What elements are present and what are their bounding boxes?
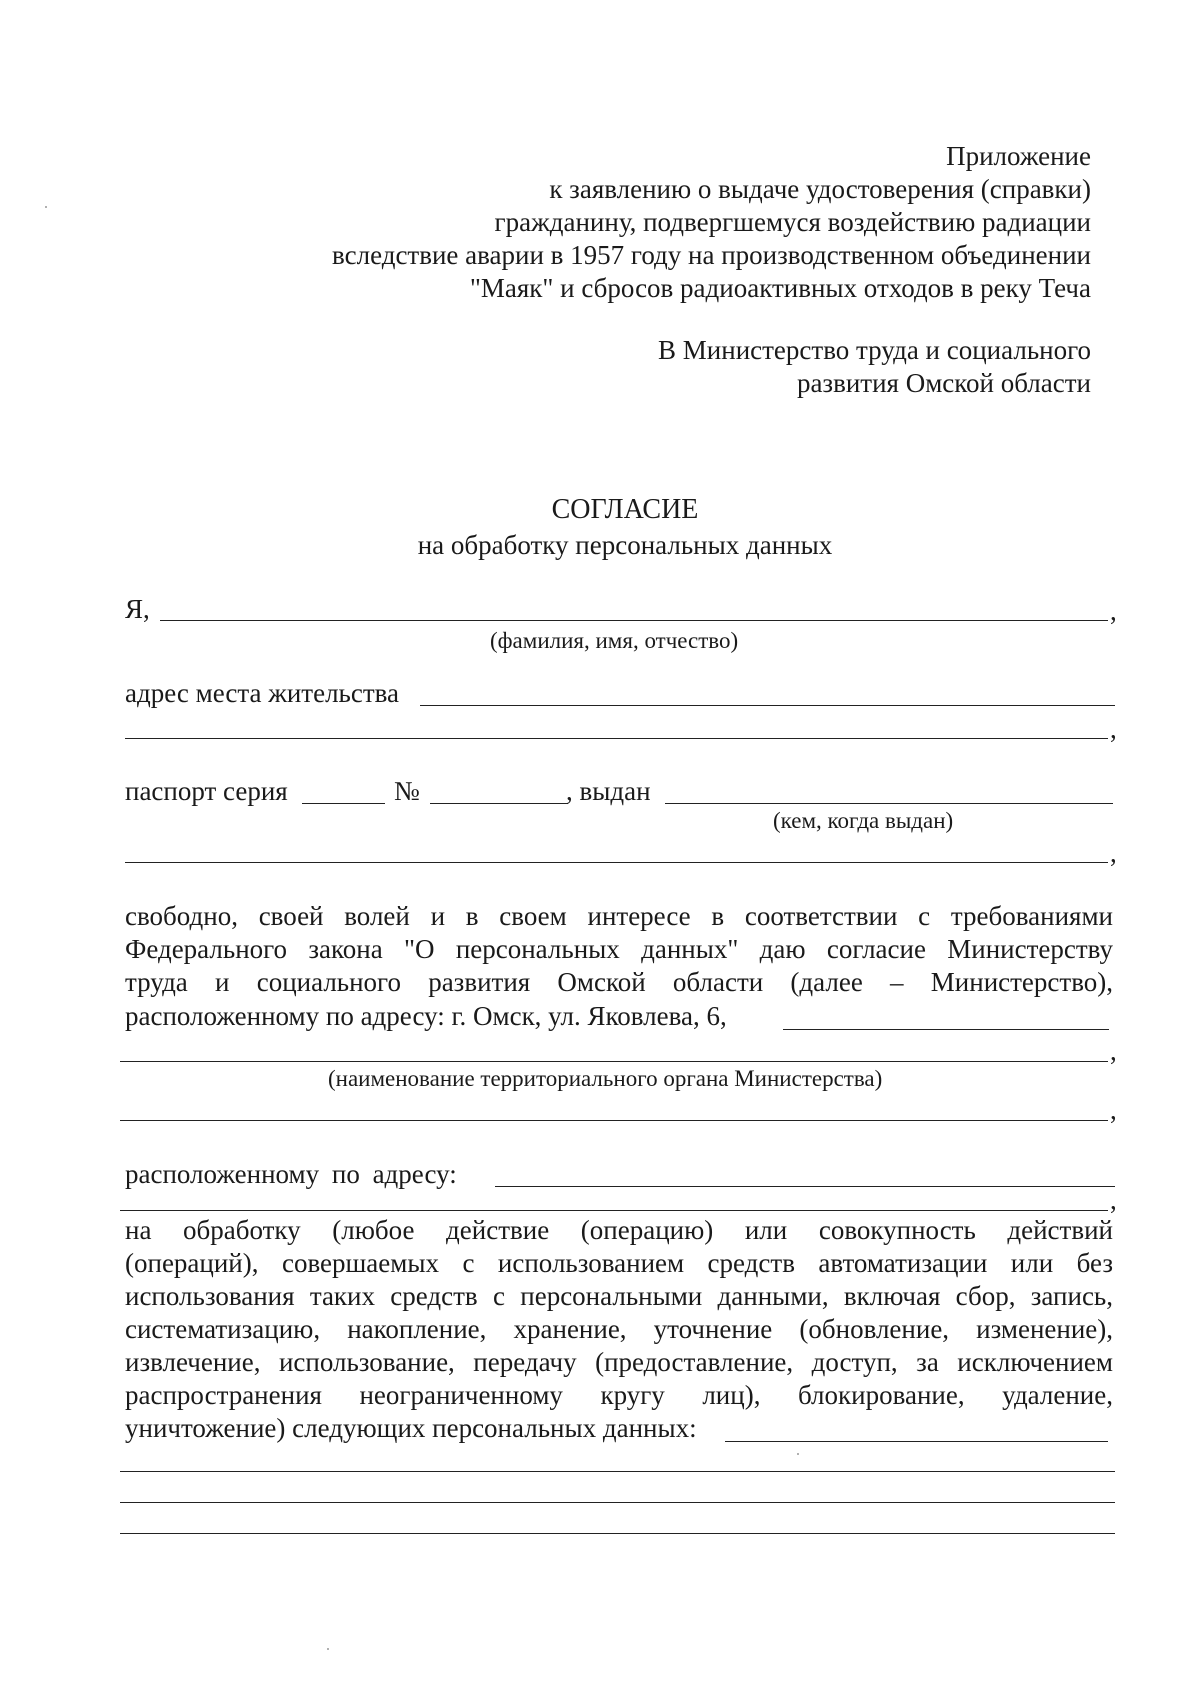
address-field[interactable] xyxy=(420,705,1115,706)
consent-line: свободно, своей волей и в своем интересе в соответствии с требованиями xyxy=(125,901,1113,931)
appendix-line: "Маяк" и сбросов радиоактивных отходов в реку Теча xyxy=(469,273,1091,303)
located-label: расположенному по адресу: xyxy=(125,1159,457,1189)
issued-caption: (кем, когда выдан) xyxy=(773,808,954,833)
consent-line: расположенному по адресу: г. Омск, ул. Яковлева, 6, xyxy=(125,1001,727,1031)
fio-field[interactable] xyxy=(160,620,1108,621)
personal-data-field-line2[interactable] xyxy=(120,1471,1115,1472)
appendix-header xyxy=(332,140,1091,305)
comma: , xyxy=(1110,596,1117,626)
processing-line: на обработку (любое действие (операцию) или совокупность действий xyxy=(125,1215,1113,1245)
appendix-line: гражданину, подвергшемуся воздействию радиации xyxy=(494,207,1091,237)
issued-by-field-continued[interactable] xyxy=(125,862,1108,863)
document-title: СОГЛАСИЕ xyxy=(551,494,699,525)
consent-line: труда и социального развития Омской области (далее – Министерство), xyxy=(125,967,1113,997)
address-field-continued[interactable] xyxy=(125,738,1108,739)
addressee-line: развития Омской области xyxy=(796,368,1091,398)
processing-line: систематизацию, накопление, хранение, уточнение (обновление, изменение), xyxy=(125,1314,1113,1344)
scan-speck xyxy=(45,206,47,208)
consent-line: Федерального закона "О персональных данных" даю согласие Министерству xyxy=(125,934,1113,964)
personal-data-field[interactable] xyxy=(725,1441,1108,1442)
territorial-body-field-line2[interactable] xyxy=(120,1120,1108,1121)
issued-by-field[interactable] xyxy=(665,803,1113,804)
addressee-block xyxy=(658,334,1091,400)
passport-number-label: № xyxy=(394,776,420,806)
processing-line: использования таких средств с персональными данными, включая сбор, запись, xyxy=(125,1281,1113,1311)
processing-line: распространения неограниченному кругу лиц), блокирование, удаление, xyxy=(125,1380,1113,1410)
appendix-line: к заявлению о выдаче удостоверения (справки) xyxy=(549,174,1091,204)
comma: , xyxy=(1110,1036,1117,1066)
personal-data-field-line4[interactable] xyxy=(120,1533,1115,1534)
scan-speck xyxy=(327,1648,329,1650)
located-address-field[interactable] xyxy=(495,1186,1115,1187)
passport-series-label: паспорт серия xyxy=(125,776,288,806)
address-label: адрес места жительства xyxy=(125,678,400,708)
addressee-line: В Министерство труда и социального xyxy=(658,335,1091,365)
processing-line: уничтожение) следующих персональных данных: xyxy=(125,1413,697,1443)
passport-number-field[interactable] xyxy=(430,803,568,804)
processing-line: (операций), совершаемых с использованием средств автоматизации или без xyxy=(125,1248,1113,1278)
appendix-line: вследствие аварии в 1957 году на производственном объединении xyxy=(332,240,1091,270)
scan-speck xyxy=(797,1453,799,1455)
located-address-field-continued[interactable] xyxy=(120,1210,1108,1211)
personal-data-field-line3[interactable] xyxy=(120,1502,1115,1503)
comma: , xyxy=(1110,1095,1117,1125)
comma: , xyxy=(1110,1185,1117,1215)
comma: , xyxy=(1110,838,1117,868)
processing-paragraph xyxy=(125,1214,1113,1412)
territorial-body-field-continued[interactable] xyxy=(120,1061,1108,1062)
fio-caption: (фамилия, имя, отчество) xyxy=(490,628,739,653)
territorial-body-field[interactable] xyxy=(783,1029,1109,1030)
passport-series-field[interactable] xyxy=(302,803,385,804)
ya-label: Я, xyxy=(125,594,150,624)
comma: , xyxy=(1110,714,1117,744)
appendix-title: Приложение xyxy=(946,141,1091,171)
processing-line: извлечение, использование, передачу (предоставление, доступ, за исключением xyxy=(125,1347,1113,1377)
territorial-caption: (наименование территориального органа Министерства) xyxy=(328,1066,883,1091)
consent-paragraph xyxy=(125,900,1113,999)
document-subtitle: на обработку персональных данных xyxy=(417,530,833,560)
issued-label: , выдан xyxy=(566,776,651,806)
